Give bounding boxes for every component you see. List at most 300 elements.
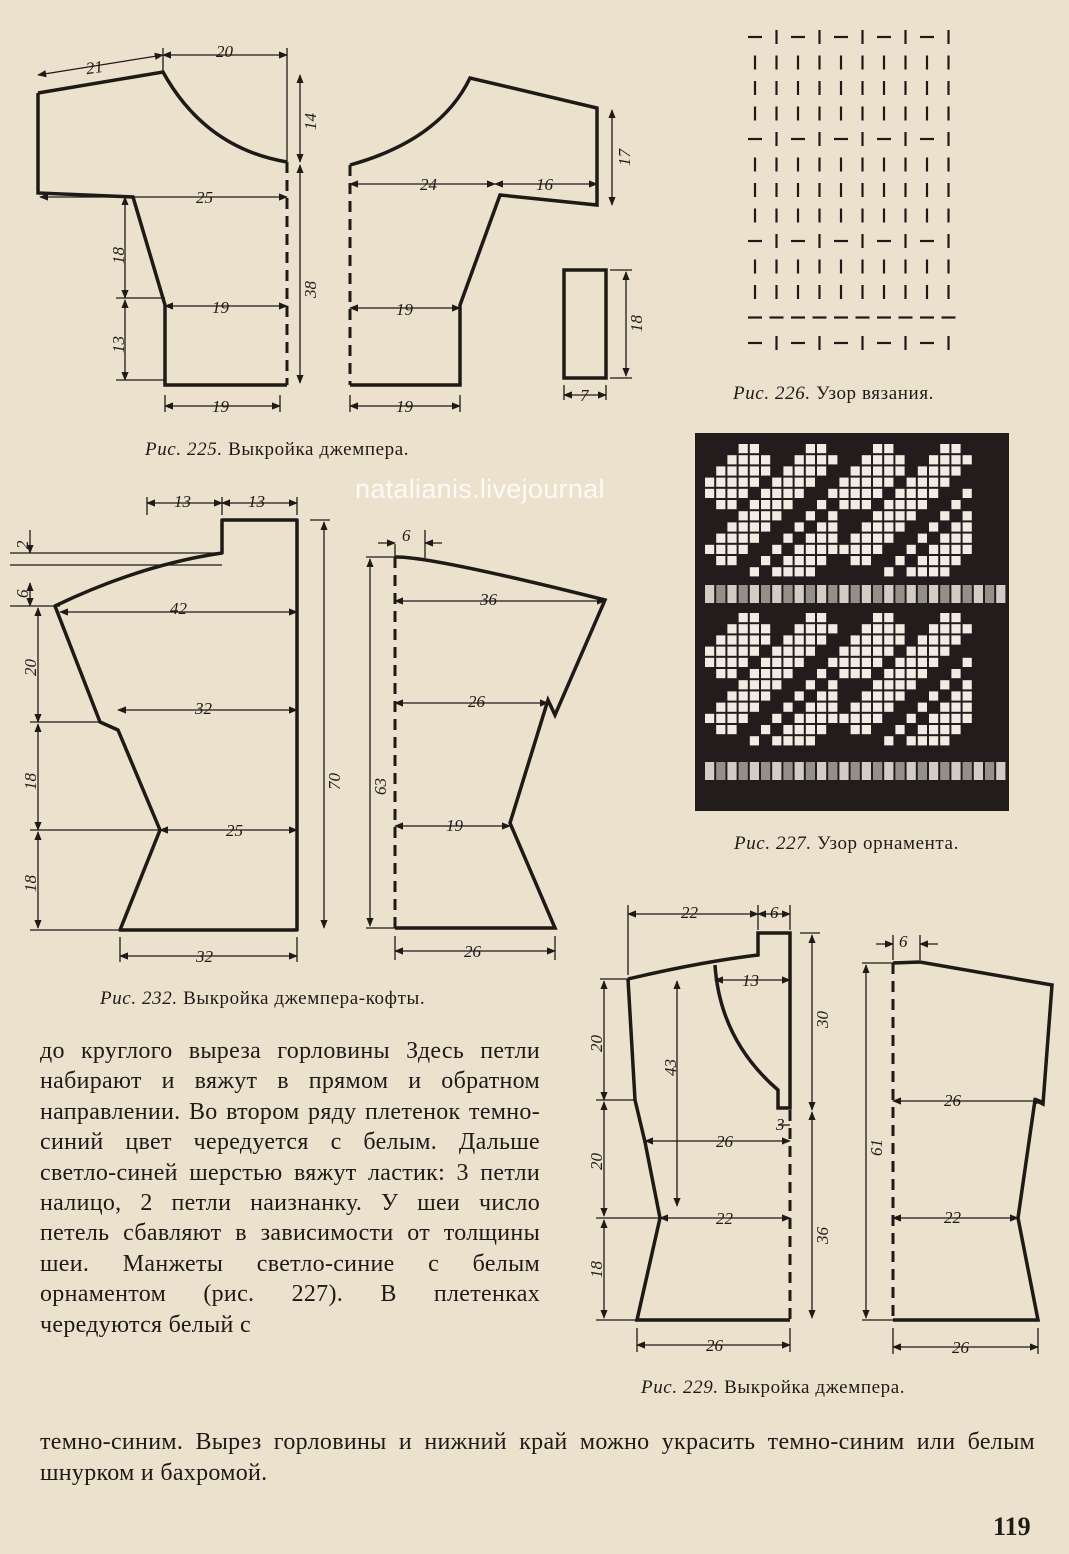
ornament-cell (851, 714, 860, 723)
ornament-cell (873, 511, 882, 520)
dim-label: 19 (212, 298, 229, 317)
ornament-cell (940, 455, 949, 464)
ornament-cell (772, 511, 781, 520)
ornament-cell (750, 534, 759, 543)
ornament-cell (929, 647, 938, 656)
ornament-band-cell (795, 585, 804, 603)
ornament-cell (739, 545, 748, 554)
ornament-cell (851, 545, 860, 554)
ornament-cell (951, 703, 960, 712)
ornament-cell (895, 669, 904, 678)
ornament-cell (727, 466, 736, 475)
ornament-cell (873, 624, 882, 633)
ornament-cell (783, 725, 792, 734)
dim-label: 63 (371, 778, 390, 795)
fig229-caption (641, 1377, 905, 1399)
ornament-cell (716, 635, 725, 644)
ornament-cell (783, 703, 792, 712)
ornament-cell (795, 691, 804, 700)
ornament-cell (918, 635, 927, 644)
fig227-caption (734, 833, 959, 855)
ornament-cell (907, 567, 916, 576)
ornament-cell (951, 534, 960, 543)
ornament-cell (951, 444, 960, 453)
ornament-cell (727, 556, 736, 565)
ornament-cell (940, 635, 949, 644)
ornament-band-cell (862, 585, 871, 603)
ornament-cell (873, 613, 882, 622)
dim-label: 18 (21, 773, 40, 790)
ornament-cell (783, 647, 792, 656)
ornament-cell (940, 545, 949, 554)
ornament-cell (817, 522, 826, 531)
ornament-cell (862, 478, 871, 487)
ornament-cell (739, 658, 748, 667)
fig225-pattern (38, 48, 632, 412)
ornament-cell (828, 545, 837, 554)
ornament-cell (862, 534, 871, 543)
dim-label: 17 (615, 149, 634, 166)
ornament-cell (817, 703, 826, 712)
ornament-cell (963, 703, 972, 712)
ornament-band-cell (873, 585, 882, 603)
ornament-cell (873, 478, 882, 487)
dim-label: 14 (301, 113, 320, 130)
ornament-cell (895, 489, 904, 498)
watermark-text: natalianis.livejournal (355, 474, 605, 504)
ornament-cell (963, 658, 972, 667)
ornament-band-cell (772, 762, 781, 780)
dim-label: 19 (446, 816, 463, 835)
ornament-cell (761, 489, 770, 498)
dim-label: 6 (402, 526, 411, 545)
ornament-cell (918, 736, 927, 745)
fig226-caption-label: Рис. 226. (733, 383, 811, 404)
ornament-cell (884, 444, 893, 453)
ornament-cell (716, 545, 725, 554)
ornament-cell (806, 736, 815, 745)
body-paragraph: до круглого выреза горловины Здесь петли набирают и вяжут в прямом и обратном направлении. Во втором ряду плетенок темно-синий цвет чередуется с белым. Дальше светло-синей шерстью вяжут ластик: 3 петли налицо, 2 петли наизнанку. У шеи число петель сбавляют в зависимости от толщины шеи. Манжеты светло-синие с белым орнаментом (рис. 227). В плетенках чередуются белый с (40, 1038, 540, 1338)
ornament-band-cell (996, 762, 1005, 780)
ornament-cell (862, 647, 871, 656)
ornament-cell (750, 635, 759, 644)
ornament-cell (783, 466, 792, 475)
dim-label: 20 (216, 42, 233, 61)
ornament-cell (739, 635, 748, 644)
ornament-cell (727, 478, 736, 487)
ornament-cell (817, 635, 826, 644)
ornament-band-cell (739, 585, 748, 603)
ornament-cell (716, 466, 725, 475)
ornament-cell (739, 478, 748, 487)
page-number: 119 (993, 1512, 1031, 1541)
ornament-cell (918, 500, 927, 509)
ornament-cell (873, 444, 882, 453)
ornament-cell (895, 466, 904, 475)
ornament-band-cell (772, 585, 781, 603)
fig232-caption-text: Выкройка джемпера-кофты. (183, 988, 426, 1009)
ornament-cell (716, 658, 725, 667)
ornament-cell (884, 647, 893, 656)
ornament-cell (783, 500, 792, 509)
ornament-cell (851, 478, 860, 487)
ornament-cell (772, 489, 781, 498)
dim-label: 22 (681, 903, 698, 922)
ornament-cell (806, 714, 815, 723)
ornament-cell (795, 545, 804, 554)
dim-label: 26 (464, 942, 481, 961)
ornament-cell (750, 500, 759, 509)
dim-label: 18 (627, 315, 646, 332)
ornament-cell (806, 647, 815, 656)
ornament-cell (783, 556, 792, 565)
ornament-cell (750, 669, 759, 678)
ornament-cell (750, 522, 759, 531)
ornament-cell (884, 466, 893, 475)
ornament-cell (907, 489, 916, 498)
dim-label: 18 (21, 875, 40, 892)
ornament-cell (806, 725, 815, 734)
ornament-cell (951, 545, 960, 554)
ornament-cell (817, 613, 826, 622)
ornament-cell (772, 647, 781, 656)
ornament-band-cell (963, 762, 972, 780)
fig225-caption-text: Выкройка джемпера. (228, 439, 410, 460)
ornament-band-cell (851, 585, 860, 603)
ornament-cell (761, 691, 770, 700)
ornament-cell (761, 455, 770, 464)
dim-label: 36 (480, 590, 497, 609)
ornament-cell (727, 703, 736, 712)
ornament-cell (929, 455, 938, 464)
ornament-cell (795, 489, 804, 498)
ornament-band-cell (727, 585, 736, 603)
ornament-cell (963, 691, 972, 700)
ornament-cell (783, 489, 792, 498)
ornament-cell (907, 669, 916, 678)
dim-label: 26 (706, 1336, 723, 1355)
ornament-cell (951, 466, 960, 475)
ornament-cell (828, 455, 837, 464)
ornament-cell (817, 545, 826, 554)
ornament-cell (963, 522, 972, 531)
ornament-cell (940, 613, 949, 622)
fig229-caption-text: Выкройка джемпера. (724, 1377, 906, 1398)
ornament-cell (739, 714, 748, 723)
ornament-cell (862, 635, 871, 644)
dim-label: 61 (867, 1139, 886, 1156)
ornament-band-cell (940, 585, 949, 603)
ornament-cell (739, 680, 748, 689)
ornament-cell (873, 545, 882, 554)
ornament-cell (895, 691, 904, 700)
dim-label: 19 (212, 397, 229, 416)
ornament-cell (851, 703, 860, 712)
ornament-cell (739, 489, 748, 498)
ornament-cell (907, 736, 916, 745)
ornament-cell (716, 703, 725, 712)
ornament-cell (750, 736, 759, 745)
ornament-cell (929, 736, 938, 745)
ornament-cell (761, 522, 770, 531)
ornament-cell (817, 500, 826, 509)
ornament-cell (828, 624, 837, 633)
ornament-cell (772, 669, 781, 678)
ornament-band-cell (783, 585, 792, 603)
ornament-cell (772, 680, 781, 689)
ornament-band-cell (828, 762, 837, 780)
fig225-caption (145, 439, 409, 461)
ornament-cell (806, 613, 815, 622)
ornament-cell (940, 556, 949, 565)
ornament-cell (727, 500, 736, 509)
ornament-cell (761, 624, 770, 633)
ornament-cell (929, 658, 938, 667)
ornament-band-cell (929, 585, 938, 603)
ornament-cell (806, 703, 815, 712)
ornament-cell (940, 736, 949, 745)
ornament-cell (918, 534, 927, 543)
ornament-cell (851, 647, 860, 656)
dim-label: 3 (776, 1115, 785, 1134)
ornament-cell (727, 455, 736, 464)
ornament-cell (884, 669, 893, 678)
ornament-cell (839, 545, 848, 554)
ornament-cell (716, 489, 725, 498)
ornament-cell (862, 658, 871, 667)
ornament-cell (884, 478, 893, 487)
ornament-cell (951, 714, 960, 723)
dim-label: 6 (899, 932, 908, 951)
ornament-cell (817, 691, 826, 700)
ornament-cell (873, 489, 882, 498)
fig232-pattern (10, 497, 605, 962)
fig227-caption-label: Рис. 227. (734, 833, 812, 854)
ornament-band-cell (739, 762, 748, 780)
ornament-cell (963, 534, 972, 543)
ornament-cell (806, 444, 815, 453)
ornament-cell (851, 489, 860, 498)
ornament-cell (750, 691, 759, 700)
ornament-cell (851, 669, 860, 678)
ornament-cell (795, 725, 804, 734)
ornament-cell (929, 725, 938, 734)
ornament-cell (873, 714, 882, 723)
ornament-cell (862, 624, 871, 633)
ornament-cell (716, 669, 725, 678)
ornament-cell (884, 500, 893, 509)
dim-label: 25 (226, 821, 243, 840)
ornament-cell (761, 725, 770, 734)
ornament-cell (918, 647, 927, 656)
ornament-cell (862, 466, 871, 475)
ornament-cell (862, 556, 871, 565)
ornament-band-cell (828, 585, 837, 603)
ornament-cell (727, 669, 736, 678)
ornament-cell (795, 455, 804, 464)
ornament-cell (783, 635, 792, 644)
ornament-cell (705, 647, 714, 656)
ornament-cell (873, 466, 882, 475)
ornament-band-cell (963, 585, 972, 603)
ornament-cell (929, 489, 938, 498)
ornament-cell (761, 658, 770, 667)
ornament-cell (851, 534, 860, 543)
ornament-cell (739, 534, 748, 543)
ornament-cell (716, 556, 725, 565)
ornament-cell (727, 624, 736, 633)
dim-label: 20 (21, 659, 40, 676)
ornament-cell (873, 703, 882, 712)
ornament-cell (739, 511, 748, 520)
dim-label: 38 (301, 281, 320, 298)
ornament-cell (828, 522, 837, 531)
ornament-cell (951, 691, 960, 700)
ornament-band-cell (918, 762, 927, 780)
dim-label: 13 (174, 492, 191, 511)
ornament-cell (907, 500, 916, 509)
fig229-caption-label: Рис. 229. (641, 1377, 719, 1398)
ornament-cell (851, 658, 860, 667)
ornament-cell (828, 714, 837, 723)
ornament-band-cell (783, 762, 792, 780)
ornament-band-cell (806, 585, 815, 603)
ornament-cell (806, 534, 815, 543)
ornament-band-cell (761, 585, 770, 603)
dim-label: 21 (84, 56, 105, 79)
ornament-cell (750, 478, 759, 487)
ornament-cell (963, 680, 972, 689)
ornament-cell (806, 624, 815, 633)
ornament-cell (929, 635, 938, 644)
ornament-cell (873, 635, 882, 644)
ornament-cell (963, 624, 972, 633)
ornament-cell (817, 534, 826, 543)
ornament-cell (873, 658, 882, 667)
ornament-cell (806, 556, 815, 565)
ornament-band-cell (806, 762, 815, 780)
dim-label: 26 (468, 692, 485, 711)
ornament-cell (772, 545, 781, 554)
ornament-cell (727, 691, 736, 700)
ornament-cell (806, 567, 815, 576)
ornament-cell (839, 647, 848, 656)
dim-label: 24 (420, 175, 437, 194)
ornament-cell (918, 658, 927, 667)
ornament-cell (839, 669, 848, 678)
ornament-cell (884, 534, 893, 543)
ornament-cell (750, 455, 759, 464)
ornament-cell (918, 669, 927, 678)
ornament-cell (839, 489, 848, 498)
ornament-cell (806, 635, 815, 644)
ornament-cell (750, 703, 759, 712)
ornament-cell (705, 545, 714, 554)
dim-label: 18 (587, 1261, 606, 1278)
ornament-cell (884, 635, 893, 644)
ornament-cell (940, 511, 949, 520)
ornament-cell (828, 658, 837, 667)
ornament-band-cell (727, 762, 736, 780)
ornament-cell (895, 725, 904, 734)
ornament-cell (873, 647, 882, 656)
ornament-cell (918, 567, 927, 576)
dim-label: 13 (248, 492, 265, 511)
ornament-cell (918, 478, 927, 487)
ornament-cell (839, 658, 848, 667)
ornament-cell (873, 680, 882, 689)
ornament-cell (727, 545, 736, 554)
dim-label: 6 (13, 589, 32, 598)
ornament-cell (918, 556, 927, 565)
ornament-cell (783, 736, 792, 745)
ornament-cell (929, 478, 938, 487)
ornament-cell (750, 613, 759, 622)
ornament-cell (806, 466, 815, 475)
ornament-band-cell (884, 585, 893, 603)
ornament-cell (739, 703, 748, 712)
ornament-cell (873, 522, 882, 531)
ornament-cell (895, 635, 904, 644)
ornament-cell (716, 647, 725, 656)
dim-label: 20 (587, 1035, 606, 1052)
ornament-cell (951, 669, 960, 678)
body-paragraph-continuation: темно-синим. Вырез горловины и нижний край можно украсить темно-синим или белым шнурком и бахромой. (40, 1429, 1035, 1486)
ornament-cell (884, 736, 893, 745)
ornament-cell (806, 680, 815, 689)
ornament-cell (761, 680, 770, 689)
ornament-band-cell (918, 585, 927, 603)
ornament-cell (739, 647, 748, 656)
ornament-cell (907, 658, 916, 667)
ornament-cell (750, 624, 759, 633)
ornament-cell (716, 478, 725, 487)
ornament-cell (929, 567, 938, 576)
ornament-cell (772, 478, 781, 487)
ornament-cell (828, 511, 837, 520)
ornament-cell (940, 466, 949, 475)
ornament-cell (884, 691, 893, 700)
ornament-cell (795, 522, 804, 531)
ornament-cell (918, 703, 927, 712)
dim-label: 18 (109, 247, 128, 264)
ornament-cell (907, 511, 916, 520)
ornament-cell (727, 489, 736, 498)
ornament-cell (873, 455, 882, 464)
ornament-band-cell (907, 585, 916, 603)
ornament-cell (716, 534, 725, 543)
ornament-cell (963, 714, 972, 723)
ornament-cell (862, 714, 871, 723)
dim-label: 22 (944, 1208, 961, 1227)
ornament-cell (739, 466, 748, 475)
dim-label: 19 (396, 397, 413, 416)
ornament-band-cell (951, 762, 960, 780)
ornament-cell (716, 500, 725, 509)
ornament-cell (727, 725, 736, 734)
ornament-cell (817, 714, 826, 723)
ornament-cell (750, 680, 759, 689)
ornament-band-cell (817, 585, 826, 603)
ornament-cell (929, 556, 938, 565)
ornament-cell (929, 714, 938, 723)
ornament-cell (750, 466, 759, 475)
ornament-band-cell (895, 762, 904, 780)
ornament-cell (895, 522, 904, 531)
ornament-band-cell (839, 585, 848, 603)
ornament-cell (884, 703, 893, 712)
dim-label: 42 (170, 599, 187, 618)
